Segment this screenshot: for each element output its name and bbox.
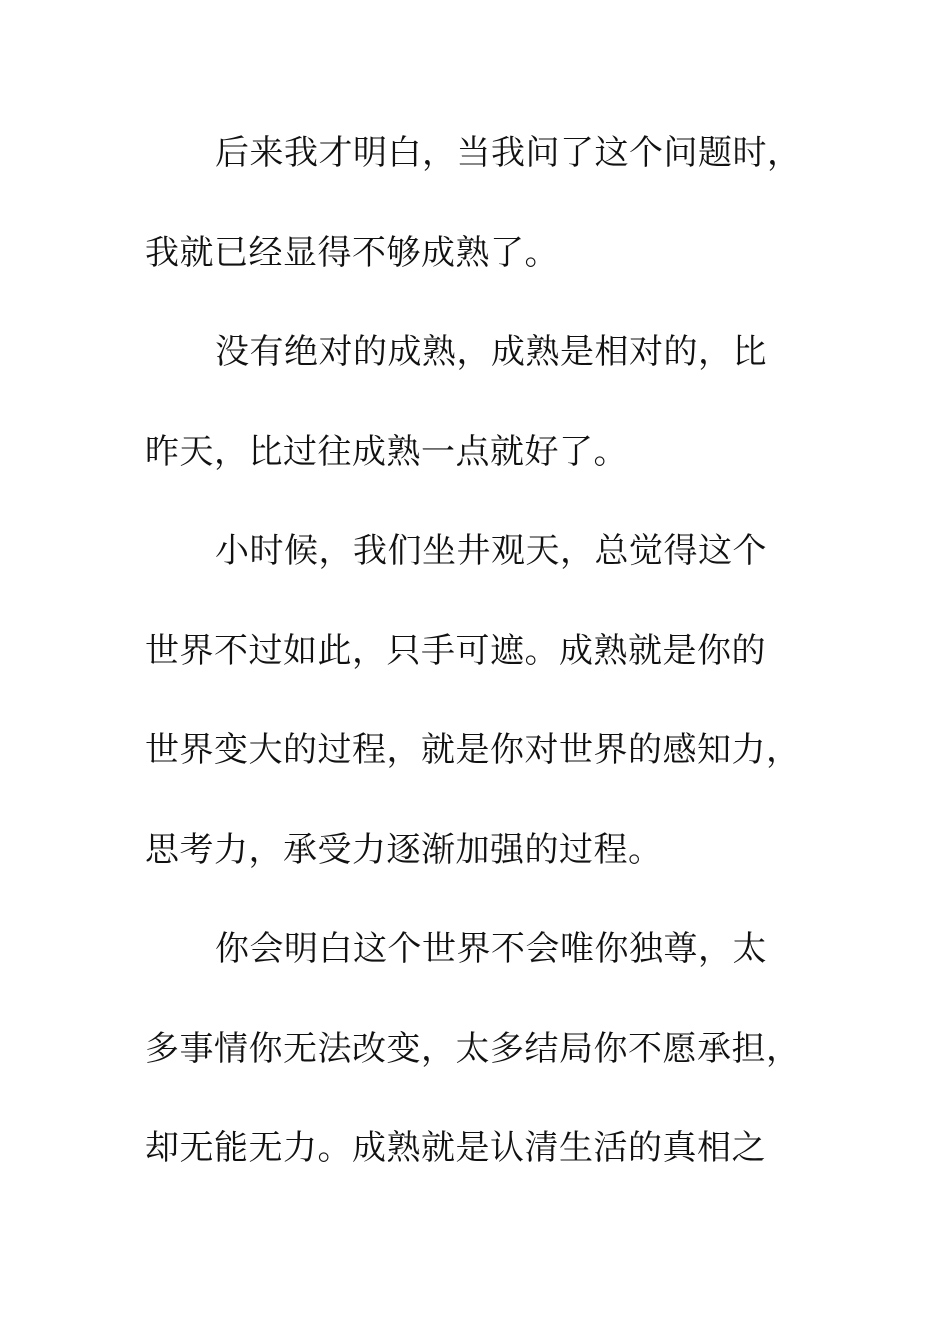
text-line: 没有绝对的成熟，成熟是相对的，比 (215, 332, 767, 372)
body-text (145, 124, 825, 1219)
text-line: 后来我才明白，当我问了这个问题时， (215, 133, 802, 173)
text-line: 多事情你无法改变，太多结局你不愿承担， (145, 1028, 801, 1069)
text-line: 昨天，比过往成熟一点就好了。 (145, 431, 628, 472)
text-line: 我就已经显得不够成熟了。 (145, 232, 559, 273)
text-line: 小时候，我们坐井观天，总觉得这个 (215, 531, 767, 571)
text-line: 却无能无力。成熟就是认清生活的真相之 (145, 1128, 766, 1168)
text-line: 世界不过如此，只手可遮。成熟就是你的 (145, 630, 766, 671)
text-line: 你会明白这个世界不会唯你独尊，太 (215, 929, 767, 969)
text-line: 世界变大的过程，就是你对世界的感知力， (145, 730, 801, 770)
text-line: 思考力，承受力逐渐加强的过程。 (145, 829, 663, 870)
